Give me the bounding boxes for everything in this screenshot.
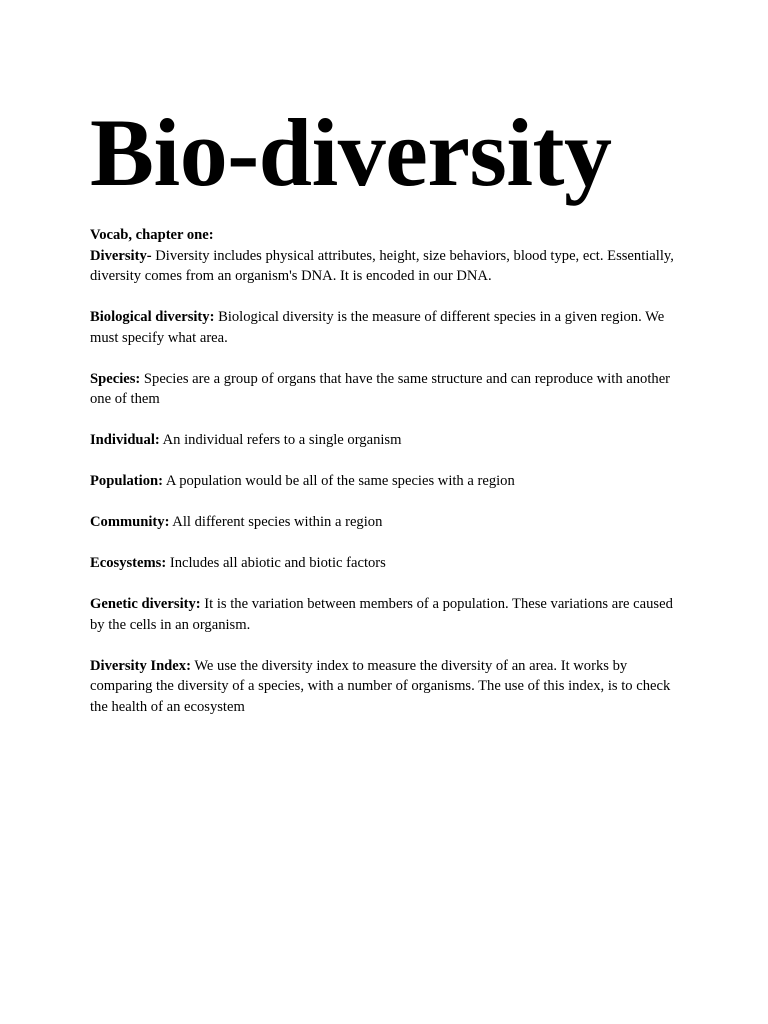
page-title: Bio-diversity	[90, 99, 612, 206]
vocab-definition: Includes all abiotic and biotic factors	[166, 555, 386, 571]
vocab-term: Biological diversity:	[90, 309, 215, 325]
vocab-entry-species	[90, 369, 680, 410]
vocab-definition: A population would be all of the same species with a region	[162, 473, 515, 489]
vocab-definition: Diversity includes physical attributes, height, size behaviors, blood type, ect. Essentially, diversity comes from an organism's DNA. It is encoded in our DNA.	[90, 247, 674, 284]
vocab-entry-ecosystems	[90, 553, 680, 574]
vocab-entry-genetic-diversity	[90, 594, 680, 635]
vocab-definition: Biological diversity is the measure of different species in a given region. We must specify what area.	[90, 309, 665, 346]
vocab-term: Individual:	[90, 432, 160, 448]
vocab-content	[90, 225, 680, 738]
vocab-term: Diversity-	[90, 247, 152, 264]
vocab-entry-diversity	[90, 246, 680, 287]
vocab-term: Species:	[90, 370, 141, 387]
vocab-entry-population	[90, 471, 680, 492]
vocab-term: Ecosystems:	[90, 555, 167, 571]
vocab-entry-biological-diversity	[90, 307, 680, 348]
vocab-definition: It is the variation between members of a population. These variations are caused by the cells in an organism.	[90, 596, 673, 633]
vocab-entry-community	[90, 512, 680, 533]
vocab-term: Genetic diversity:	[90, 596, 201, 612]
vocab-entry-diversity-index	[90, 656, 680, 718]
vocab-definition: An individual refers to a single organism	[159, 432, 402, 448]
vocab-definition: We use the diversity index to measure the diversity of an area. It works by comparing the diversity of a species, with a number of organisms. The use of this index, is to check the health of an ecosystem	[90, 657, 671, 715]
vocab-definition: Species are a group of organs that have the same structure and can reproduce with another one of them	[90, 370, 671, 407]
vocab-definition: All different species within a region	[169, 514, 383, 530]
vocab-term: Community:	[90, 514, 170, 530]
vocab-entry-individual	[90, 430, 680, 451]
vocab-term: Population:	[90, 473, 163, 489]
section-subtitle: Vocab, chapter one:	[90, 227, 214, 243]
vocab-term: Diversity Index:	[90, 657, 191, 674]
